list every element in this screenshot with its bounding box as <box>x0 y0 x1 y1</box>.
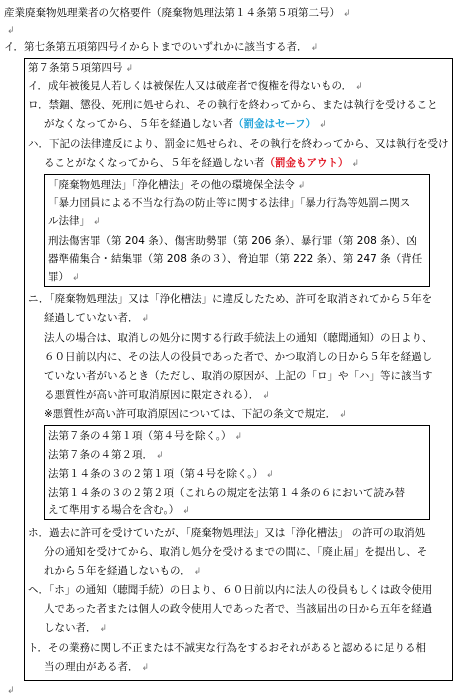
item-to-line: 当の理由がある者． ↲ <box>44 661 150 673</box>
item-ha-line2: ることがなくなってから、５年を経過しない者（罰金もアウト） ↲ <box>44 157 360 169</box>
return-mark: ↲ <box>343 9 351 19</box>
law-line: 罪） ↲ <box>48 271 80 283</box>
article-line: 法第７条の４第１項（第４号を除く。） ↲ <box>48 430 243 442</box>
item-ni-line: ６０日前以内に、その法人の役員であった者で、かつ取消しの日から５年を経過し <box>44 351 433 363</box>
empty-line: ↲ <box>7 686 15 696</box>
ha-note-badge: （罰金もアウト） <box>264 157 349 169</box>
item-ro-line2: がなくなってから、５年を経過しない者（罰金はセーフ） ↲ <box>44 118 327 130</box>
item-ni-line: 経過していない者． ↲ <box>44 312 150 324</box>
item-ha-line1: ハ．下記の法律違反により、罰金に処せられ、その執行を終わってから、又は執行を受け <box>28 138 449 150</box>
article-line: 法第７条の４第２項． ↲ <box>48 449 164 461</box>
law-line: 刑法傷害罪（第 204 条）、傷害助勢罪（第 206 条）、暴行罪（第 208 条）、凶 <box>48 235 417 247</box>
item-he-line: しない者． ↲ <box>44 622 108 634</box>
item-ro-line1: ロ．禁錮、懲役、死刑に処せられ、その執行を終わってから、または執行を受けること <box>28 99 438 111</box>
empty-line: ↲ <box>7 26 15 36</box>
law-line: 器準備集合・結集罪（第 208 条の３）、脅迫罪（第 222 条）、第 247 条（背任 <box>48 253 423 265</box>
article-line: えて準用する場合を含む。） ↲ <box>48 504 190 516</box>
law-line: 「暴力団員による不当な行為の防止等に関する法律」「暴力行為等処罰ニ関ス <box>48 197 411 209</box>
article-line: 法第１４条の３の２第２項（これらの規定を法第１４条の６において読み替 <box>48 487 405 499</box>
item-ho-line: 分の通知を受けてから、取消し処分を受けるまでの間に、「廃止届」を提出し、そ <box>44 546 428 558</box>
item-ni-line: 法人の場合は、取消しの処分に関する行政手続法上の通知（聴聞通知）の日より、 <box>44 332 433 344</box>
article7-heading: 第７条第５項第四号 ↲ <box>28 62 134 74</box>
item-ni-line: る悪質性が高い許可取消原因に限定される）． ↲ <box>44 389 270 401</box>
item-ni-line: ※悪質性が高い許可取消原因については、下記の条文で規定． ↲ <box>44 408 347 420</box>
item-ho-line: ホ．過去に許可を受けていたが、「廃棄物処理法」又は「浄化槽法」 の許可の取消処 <box>28 527 426 539</box>
article-line: 法第１４条の３の２第１項（第４号を除く。） ↲ <box>48 468 274 480</box>
item-ni-line: ニ．「廃棄物処理法」又は「浄化槽法」に違反したため、許可を取消されてから５年を <box>28 293 433 305</box>
item-ho-line: れから５年を経過しないもの． ↲ <box>44 565 202 577</box>
item-he-line: ヘ．「ホ」の通知（聴聞手続）の日より、６０日前以内に法人の役員もしくは政令使用 <box>28 584 433 596</box>
item-to-line: ト．その業務に関し不正または不誠実な行為をするおそれがあると認めるに足りる相 <box>28 642 427 654</box>
item-i: イ．成年被後見人若しくは被保佐人又は破産者で復権を得ないもの． ↲ <box>28 80 363 92</box>
ro-note-badge: （罰金はセーフ） <box>233 118 317 130</box>
law-line: ル法律」 ↲ <box>48 215 101 227</box>
law-line: 「廃棄物処理法」「浄化槽法」その他の環境保全法令 ↲ <box>48 179 306 191</box>
item-ni-line: ていない者がいるとき（ただし、取消の原因が、上記の「ロ」や「ハ」等に該当す <box>44 370 433 382</box>
document-title: 産業廃棄物処理業者の欠格要件（廃棄物処理法第１４条第５項第二号） ↲ <box>4 7 351 19</box>
item-he-line: 人であった者または個人の政令使用人であった者で、当該届出の日から五年を経過 <box>44 603 433 615</box>
section-i-heading: イ．第七条第五項第四号イからトまでのいずれかに該当する者． ↲ <box>4 41 319 53</box>
